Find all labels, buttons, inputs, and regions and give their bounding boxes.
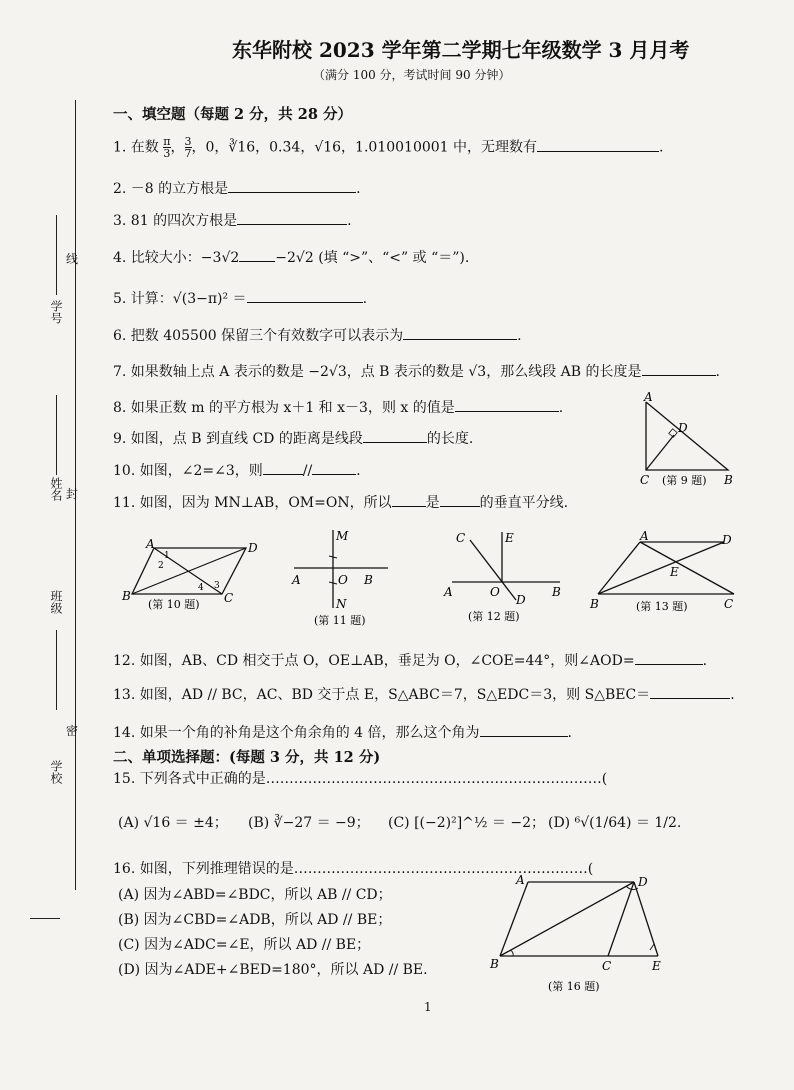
side-label-secret: 密 bbox=[66, 724, 79, 738]
svg-text:1: 1 bbox=[164, 551, 170, 561]
question-5: 5. 计算：√(3−π)² ＝ . bbox=[113, 288, 367, 308]
page-subtitle: （满分 100 分，考试时间 90 分钟） bbox=[313, 68, 511, 82]
answer-blank-4[interactable] bbox=[239, 247, 275, 262]
question-9: 9. 如图，点 B 到直线 CD 的距离是线段 的长度. bbox=[113, 428, 473, 448]
answer-blank-5[interactable] bbox=[247, 288, 363, 303]
svg-text:E: E bbox=[652, 959, 661, 973]
svg-text:O: O bbox=[490, 585, 500, 599]
figure-9 bbox=[636, 392, 746, 492]
fig9-label-d: D bbox=[678, 421, 688, 435]
question-13: 13. 如图，AD // BC，AC、BD 交于点 E，S△ABC＝7，S△EDC＝3，则 S△BEC＝ . bbox=[113, 684, 735, 704]
svg-text:A: A bbox=[444, 585, 453, 599]
svg-text:C: C bbox=[602, 959, 612, 973]
svg-text:C: C bbox=[224, 591, 234, 605]
svg-text:A: A bbox=[146, 537, 155, 551]
q16-option-c[interactable]: (C) 因为∠ADC=∠E，所以 AD // BE； bbox=[118, 937, 371, 953]
answer-blank-7[interactable] bbox=[642, 361, 716, 376]
side-label-line: 线 bbox=[66, 252, 79, 266]
side-class: 班级 bbox=[49, 590, 63, 614]
question-10: 10. 如图，∠2=∠3，则 // . bbox=[113, 460, 361, 480]
question-15-stem: 15. 下列各式中正确的是………………………………………………………………( bbox=[113, 771, 608, 787]
q15-option-c[interactable]: (C) [(−2)²]^½ ＝ −2； bbox=[388, 815, 546, 831]
q16-option-d[interactable]: (D) 因为∠ADE+∠BED=180°，所以 AD // BE. bbox=[118, 962, 428, 978]
side-student-id: 学号 bbox=[49, 300, 63, 324]
section1-heading: 一、填空题（每题 2 分，共 28 分） bbox=[113, 106, 352, 123]
question-12: 12. 如图，AB、CD 相交于点 O，OE⊥AB，垂足为 O，∠COE=44°，则∠AOD= . bbox=[113, 650, 707, 670]
side-name: 姓名 bbox=[49, 477, 63, 501]
side-school: 学校 bbox=[49, 760, 63, 784]
svg-text:D: D bbox=[722, 533, 732, 547]
answer-blank-11a[interactable] bbox=[392, 492, 426, 507]
answer-blank-11b[interactable] bbox=[440, 492, 480, 507]
answer-blank-10b[interactable] bbox=[312, 460, 356, 475]
figure-12 bbox=[440, 526, 570, 630]
fig9-label-a: A bbox=[644, 392, 653, 404]
q16-option-b[interactable]: (B) 因为∠CBD=∠ADB，所以 AD // BE； bbox=[118, 912, 392, 928]
svg-text:3: 3 bbox=[214, 581, 220, 591]
question-14: 14. 如果一个角的补角是这个角余角的 4 倍，那么这个角为 . bbox=[113, 722, 572, 742]
question-16-stem: 16. 如图，下列推理错误的是………………………………………………………( bbox=[113, 861, 594, 877]
fig9-label-c: C bbox=[640, 473, 650, 487]
answer-blank-2[interactable] bbox=[228, 178, 356, 193]
svg-text:E: E bbox=[670, 565, 679, 579]
answer-blank-10a[interactable] bbox=[263, 460, 303, 475]
svg-text:C: C bbox=[456, 531, 466, 545]
svg-text:A: A bbox=[516, 873, 525, 887]
fraction-3-7: $\frac{3}{7}$ bbox=[184, 135, 192, 160]
answer-blank-12[interactable] bbox=[635, 650, 703, 665]
svg-text:M: M bbox=[336, 529, 349, 543]
fig9-label-b: B bbox=[724, 473, 733, 487]
fig13-caption: (第 13 题) bbox=[636, 600, 688, 613]
class-underline bbox=[56, 630, 57, 710]
svg-text:B: B bbox=[552, 585, 561, 599]
question-4: 4. 比较大小：−3√2 −2√2 (填 “>”、“<” 或 “＝”). bbox=[113, 247, 469, 267]
svg-text:B: B bbox=[590, 597, 599, 611]
q15-option-d[interactable]: (D) ⁶√(1/64) ＝ 1/2. bbox=[548, 815, 682, 831]
binding-tick bbox=[30, 918, 60, 919]
student-id-underline bbox=[56, 215, 57, 295]
answer-blank-14[interactable] bbox=[480, 722, 568, 737]
q15-option-b[interactable]: (B) ∛−27 ＝ −9； bbox=[248, 815, 370, 831]
question-1: 1. 在数 $\frac{\pi}{3}$ ， $\frac{3}{7}$ ，0，∛16，0.3̇4̇，√16，1.010010001 中，无理数有 . bbox=[113, 135, 664, 160]
svg-text:B: B bbox=[122, 589, 131, 603]
fig16-caption: (第 16 题) bbox=[548, 980, 600, 993]
figure-10 bbox=[118, 536, 268, 616]
fig12-caption: (第 12 题) bbox=[468, 610, 520, 623]
side-label-seal: 封 bbox=[66, 487, 79, 501]
answer-blank-3[interactable] bbox=[237, 210, 347, 225]
answer-blank-6[interactable] bbox=[403, 325, 517, 340]
answer-blank-8[interactable] bbox=[455, 397, 559, 412]
svg-text:B: B bbox=[364, 573, 373, 587]
svg-text:D: D bbox=[638, 875, 648, 889]
question-3: 3. 81 的四次方根是 . bbox=[113, 210, 352, 230]
svg-text:D: D bbox=[516, 593, 526, 607]
fig10-caption: (第 10 题) bbox=[148, 598, 200, 611]
svg-text:4: 4 bbox=[198, 583, 204, 593]
svg-text:O: O bbox=[338, 573, 348, 587]
q16-option-a[interactable]: (A) 因为∠ABD=∠BDC，所以 AB // CD； bbox=[118, 887, 392, 903]
question-8: 8. 如果正数 m 的平方根为 x＋1 和 x－3，则 x 的值是 . bbox=[113, 397, 563, 417]
svg-text:A: A bbox=[292, 573, 301, 587]
svg-text:2: 2 bbox=[158, 561, 164, 571]
answer-blank-1[interactable] bbox=[537, 137, 659, 152]
svg-text:A: A bbox=[640, 529, 649, 543]
figure-11 bbox=[288, 526, 398, 630]
question-7: 7. 如果数轴上点 A 表示的数是 −2√3，点 B 表示的数是 √3，那么线段 AB 的长度是 . bbox=[113, 361, 720, 381]
name-underline bbox=[56, 395, 57, 475]
answer-blank-13[interactable] bbox=[650, 684, 730, 699]
svg-text:B: B bbox=[490, 957, 499, 971]
fraction-pi-3: $\frac{\pi}{3}$ bbox=[163, 135, 171, 160]
svg-text:D: D bbox=[248, 541, 258, 555]
page-number: 1 bbox=[424, 1000, 432, 1014]
page-title: 东华附校 2023 学年第二学期七年级数学 3 月月考 bbox=[232, 38, 690, 62]
answer-blank-9[interactable] bbox=[363, 428, 427, 443]
svg-text:C: C bbox=[724, 597, 734, 611]
svg-text:E: E bbox=[505, 531, 514, 545]
q15-option-a[interactable]: (A) √16 ＝ ±4； bbox=[118, 815, 228, 831]
figure-16 bbox=[486, 870, 676, 1000]
question-2: 2. －8 的立方根是 . bbox=[113, 178, 361, 198]
fig9-caption: (第 9 题) bbox=[662, 474, 707, 487]
fig11-caption: (第 11 题) bbox=[314, 614, 366, 627]
question-6: 6. 把数 405500 保留三个有效数字可以表示为 . bbox=[113, 325, 522, 345]
svg-text:N: N bbox=[336, 597, 347, 611]
question-11: 11. 如图，因为 MN⊥AB，OM=ON，所以 是 的垂直平分线. bbox=[113, 492, 568, 512]
figure-13 bbox=[588, 528, 748, 620]
section2-heading: 二、单项选择题：(每题 3 分，共 12 分) bbox=[113, 749, 381, 766]
